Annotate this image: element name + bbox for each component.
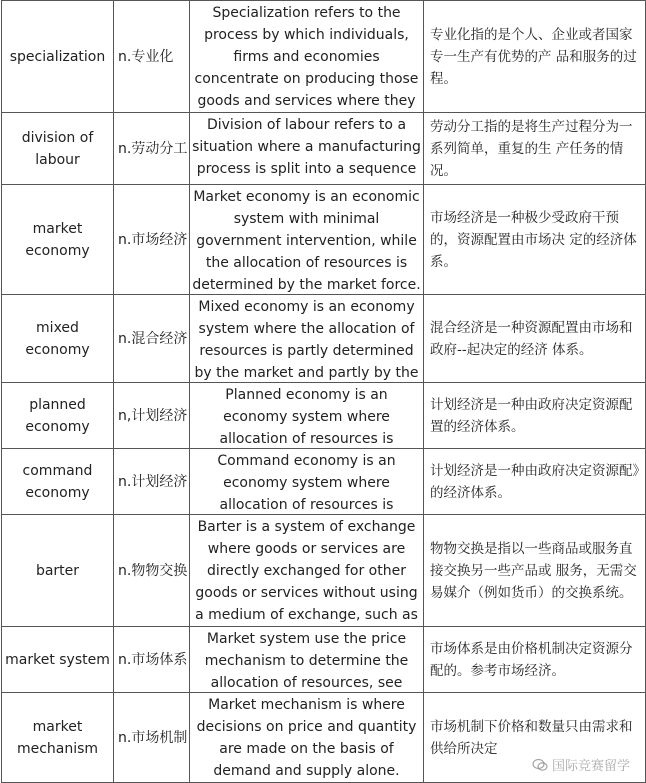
chinese-definition-cell [424,185,646,295]
part-of-speech-cell [114,383,190,449]
chinese-definition-text: 劳动分工指的是将生产过程分为一系列简单，重复的生 产任务的情况。 [430,118,633,179]
chinese-definition-text: 计划经济是一种由政府决定资源配》的经济体系。 [430,462,640,501]
part-of-speech-cell [114,449,190,515]
table-row [2,113,646,185]
term-text: mixed economy [25,319,90,358]
term-cell [2,185,114,295]
table-row [2,1,646,113]
english-definition-cell [190,449,424,515]
chinese-definition-cell [424,693,646,783]
term-cell [2,113,114,185]
term-text: market system [5,651,110,668]
part-of-speech-text: n.专业化 [118,48,174,65]
part-of-speech-text: n.混合经济 [118,330,187,347]
part-of-speech-text: n.计划经济 [118,473,187,490]
table-row [2,449,646,515]
english-definition-text: Mixed economy is an economy system where the allocation of resources is partly determined by the market and partly by the [194,298,419,381]
table-row [2,515,646,627]
chinese-definition-cell [424,515,646,627]
english-definition-text: Command economy is an economy system where allocation of resources is [217,452,396,513]
table-row [2,693,646,783]
part-of-speech-text: n.市场机制 [118,729,187,746]
table-row [2,185,646,295]
chinese-definition-cell [424,627,646,693]
chinese-definition-text: 市场机制下价格和数量只由需求和供给所决定 [430,718,633,757]
part-of-speech-cell [114,185,190,295]
chinese-definition-cell [424,1,646,113]
chinese-definition-text: 物物交换是指以一些商品或服务直接交换另一些产品或 服务，无需交易媒介（例如货币）的交换系统。 [430,540,637,601]
english-definition-cell [190,185,424,295]
chinese-definition-cell [424,449,646,515]
term-text: barter [35,562,80,579]
part-of-speech-text: n.劳动分工 [118,140,187,157]
term-text: specialization [9,48,106,65]
chinese-definition-text: 市场体系是由价格机制决定资源分配的。参考市场经济。 [430,640,633,679]
part-of-speech-cell [114,693,190,783]
english-definition-cell [190,383,424,449]
part-of-speech-text: n.市场体系 [118,651,187,668]
term-cell [2,627,114,693]
part-of-speech-cell [114,1,190,113]
table-row [2,627,646,693]
english-definition-cell [190,1,424,113]
term-cell [2,383,114,449]
english-definition-cell [190,295,424,383]
term-text: market economy [25,220,90,259]
chinese-definition-text: 计划经济是一种由政府决定资源配置的经济体系。 [430,396,633,435]
part-of-speech-text: n,计划经济 [118,407,187,424]
english-definition-text: Market economy is an economic system with minimal government intervention, while the allocation of resources is determined by the market force. [192,188,421,293]
english-definition-cell [190,627,424,693]
term-text: market mechanism [16,718,99,757]
part-of-speech-cell [114,515,190,627]
english-definition-cell [190,113,424,185]
part-of-speech-cell [114,295,190,383]
part-of-speech-text: n.市场经济 [118,231,187,248]
term-cell [2,693,114,783]
english-definition-text: Division of labour refers to a situation where a manufacturing process is split into a sequence [192,116,421,177]
part-of-speech-text: n.物物交换 [118,562,187,579]
english-definition-text: Planned economy is an economy system where allocation of resources is [219,386,394,447]
term-text: command economy [22,462,93,501]
english-definition-text: Market mechanism is where decisions on price and quantity are made on the basis of demand and supply alone. [196,696,417,779]
term-cell [2,1,114,113]
english-definition-text: Specialization refers to the process by which individuals, firms and economies concentrate on producing those goods and services where they [194,4,419,109]
watermark-text: 国际竞赛留学 [551,759,630,774]
english-definition-text: Barter is a system of exchange where goods or services are directly exchanged for other goods or services without using a medium of exchange, such as [195,518,418,623]
term-text: division of labour [21,129,94,168]
glossary-table [1,0,646,783]
table-row [2,383,646,449]
chinese-definition-cell [424,113,646,185]
part-of-speech-cell [114,113,190,185]
term-text: planned economy [25,396,90,435]
term-cell [2,449,114,515]
chinese-definition-text: 专业化指的是个人、企业或者国家专一生产有优势的产 品和服务的过程。 [430,26,637,87]
chinese-definition-cell [424,295,646,383]
part-of-speech-cell [114,627,190,693]
chinese-definition-cell [424,383,646,449]
term-cell [2,295,114,383]
english-definition-cell [190,515,424,627]
english-definition-cell [190,693,424,783]
english-definition-text: Market system use the price mechanism to determine the allocation of resources, see [204,630,409,691]
chinese-definition-text: 混合经济是一种资源配置由市场和政府--起决定的经济 体系。 [430,319,633,358]
chinese-definition-text: 市场经济是一种极少受政府干预的，资源配置由市场决 定的经济体系。 [430,209,637,270]
table-row [2,295,646,383]
term-cell [2,515,114,627]
